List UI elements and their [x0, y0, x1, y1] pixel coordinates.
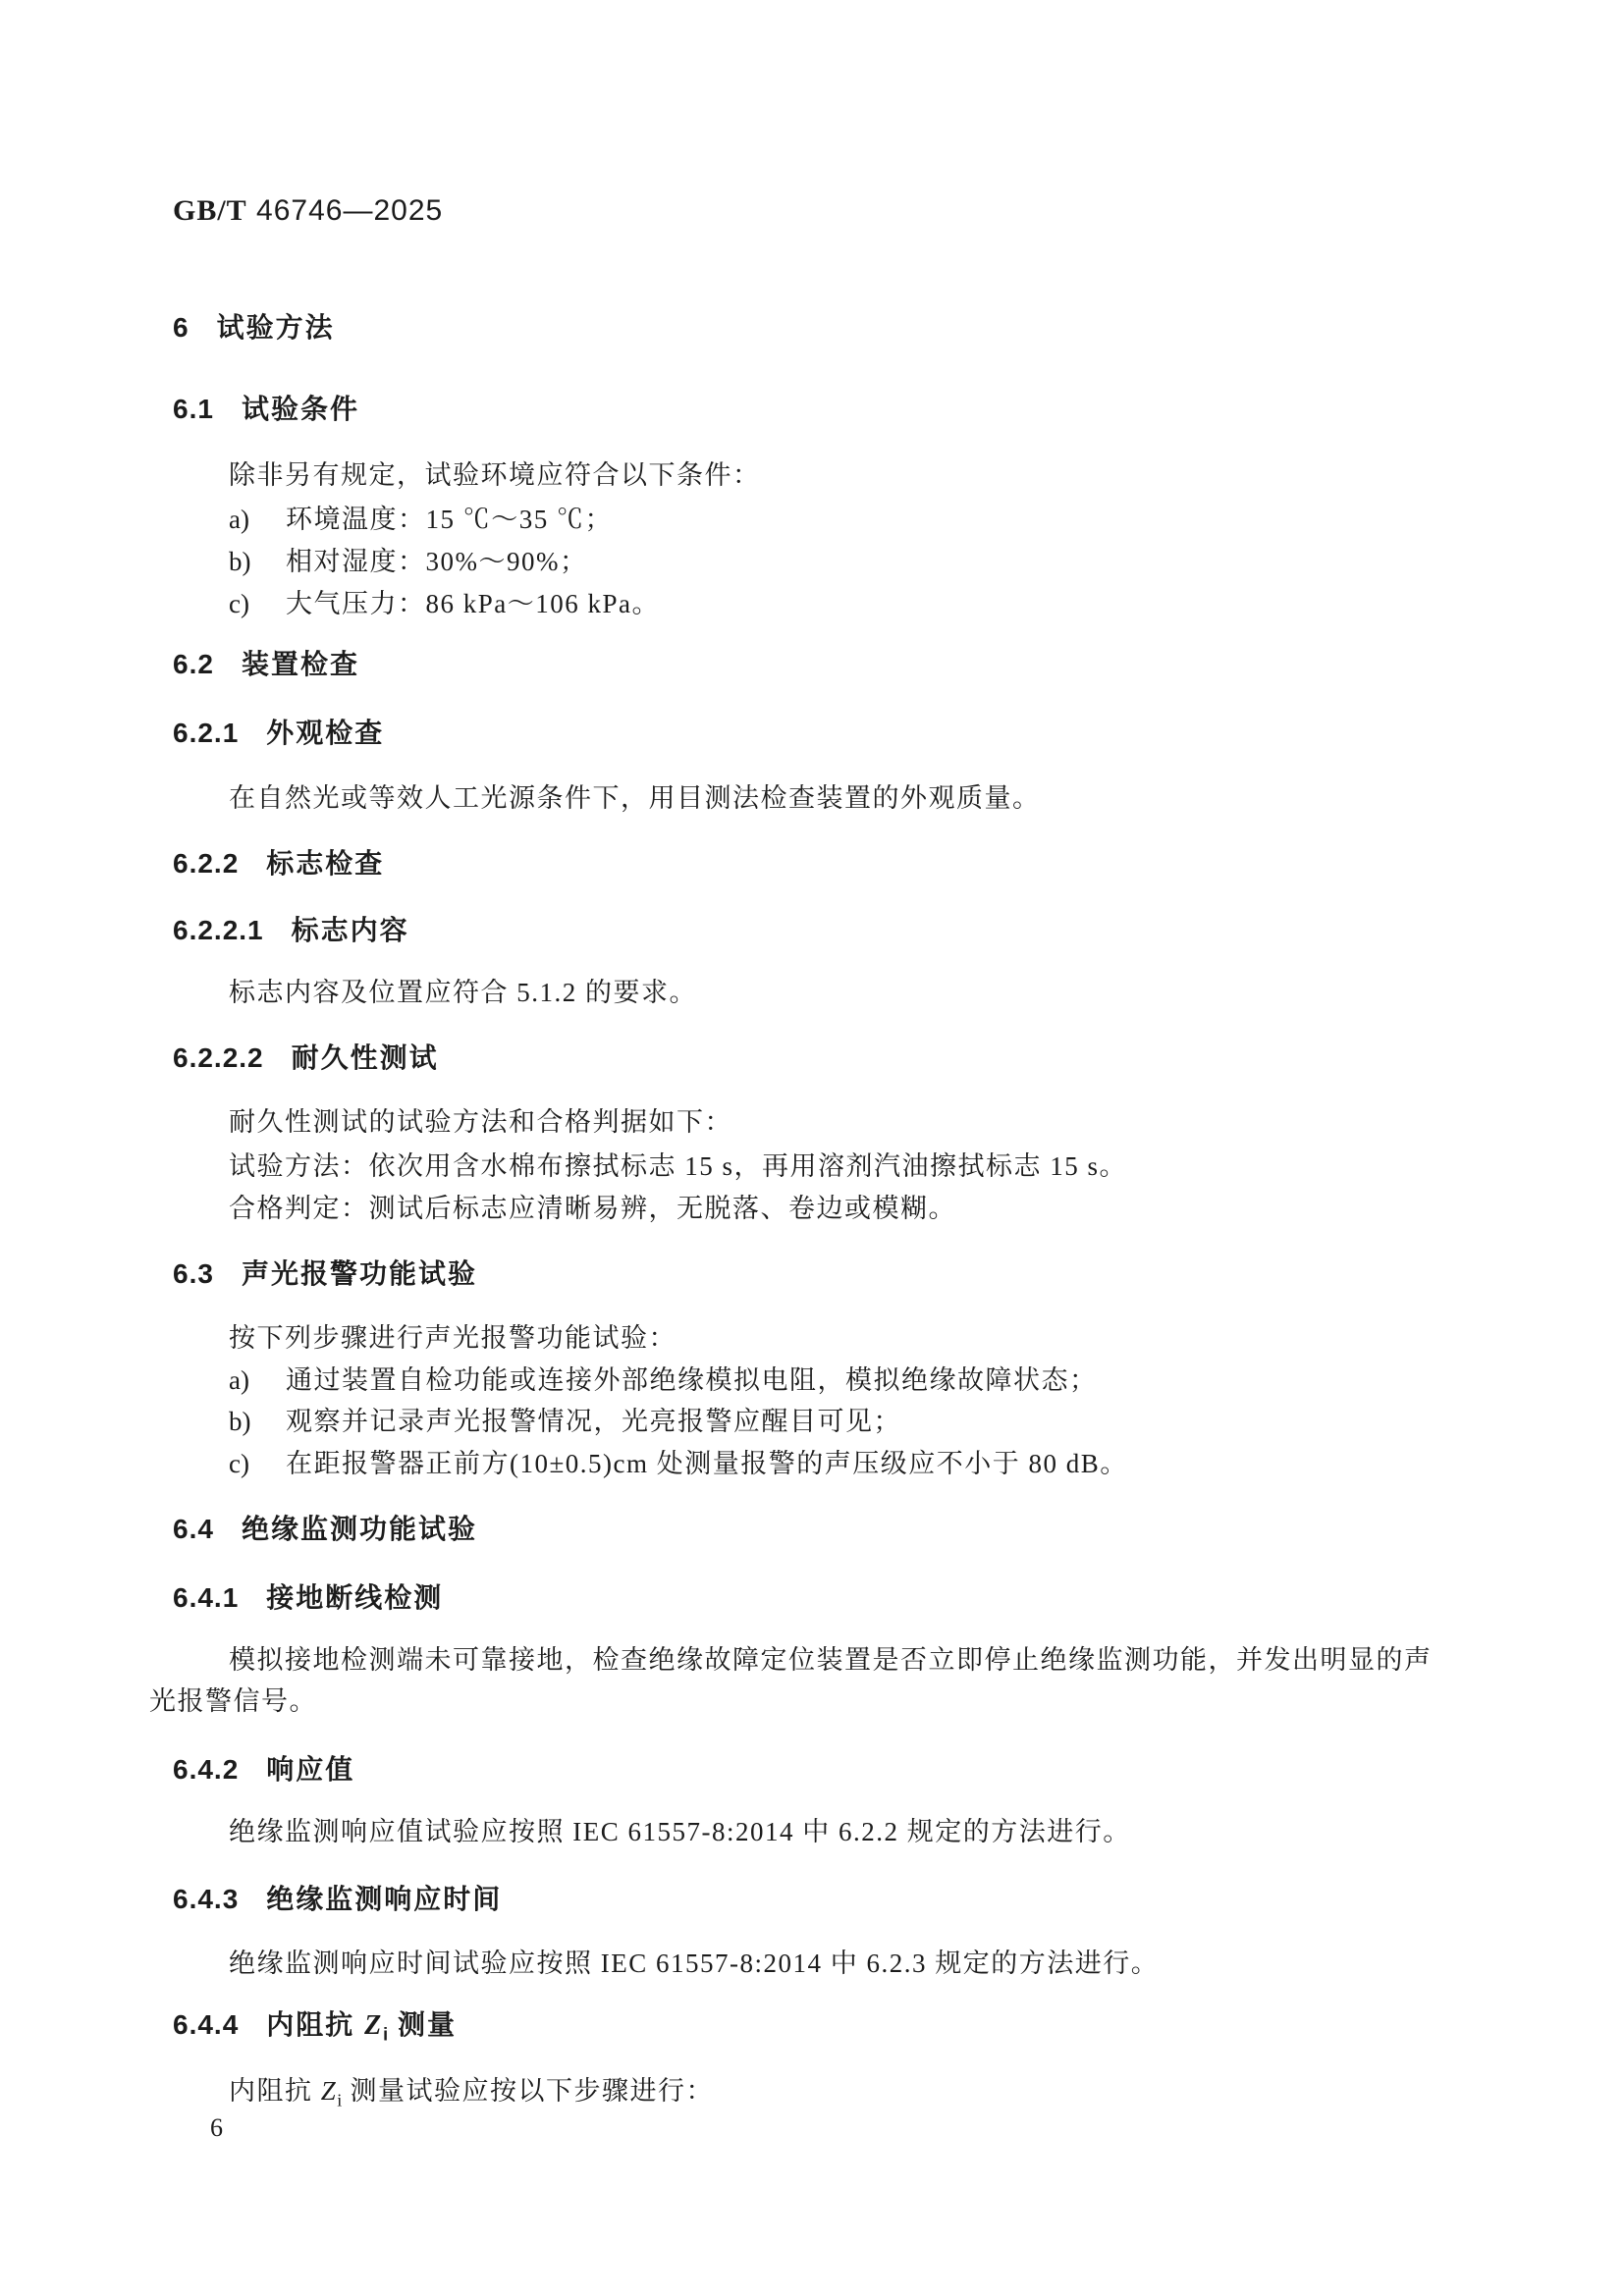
- paragraph-6-2-2-1: 标志内容及位置应符合 5.1.2 的要求。: [229, 978, 697, 1007]
- heading-6-1-number: 6.1: [173, 394, 214, 424]
- heading-6-2-2-2: [173, 1041, 439, 1075]
- page-number: 6: [210, 2113, 225, 2142]
- list-marker: c): [229, 589, 249, 618]
- heading-6-4-4-title-suffix: 测量: [388, 2009, 457, 2040]
- list-item-6-1-a: [229, 504, 613, 537]
- heading-6-2-2-1: [173, 913, 409, 947]
- heading-6-4: [173, 1512, 477, 1546]
- heading-6-2-2-number: 6.2.2: [173, 848, 240, 879]
- heading-6-4-2-title: 响应值: [266, 1754, 355, 1785]
- heading-6-number: 6: [173, 312, 189, 343]
- heading-6-4-title: 绝缘监测功能试验: [241, 1514, 477, 1544]
- heading-6-4-number: 6.4: [173, 1514, 214, 1544]
- heading-6-4-2: [173, 1752, 354, 1787]
- paragraph-6-4-4: [229, 2075, 714, 2111]
- doc-number-value: 46746—2025: [246, 194, 444, 227]
- heading-6-2-2-title: 标志检查: [266, 848, 385, 879]
- heading-6-title: 试验方法: [216, 312, 335, 343]
- heading-6-4-4-title-prefix: 内阻抗: [266, 2009, 365, 2040]
- paragraph-6-2-2-2-line1: 耐久性测试的试验方法和合格判据如下：: [229, 1107, 732, 1137]
- impedance-symbol-subscript: i: [337, 2090, 343, 2110]
- doc-number: [173, 192, 443, 230]
- heading-6: [173, 310, 335, 345]
- list-marker: c): [229, 1449, 249, 1478]
- heading-6-2-2: [173, 846, 384, 881]
- heading-6-4-4: [173, 2007, 457, 2046]
- list-marker: b): [229, 1407, 251, 1436]
- heading-6-2-1-number: 6.2.1: [173, 718, 240, 748]
- list-item-6-3-a: [229, 1364, 1098, 1398]
- impedance-symbol: Z: [364, 2010, 384, 2041]
- doc-number-prefix: GB/T: [173, 194, 247, 227]
- list-text: 在距报警器正前方(10±0.5)cm 处测量报警的声压级应不小于 80 dB。: [286, 1449, 1128, 1478]
- list-marker: b): [229, 547, 251, 576]
- heading-6-4-1: [173, 1580, 443, 1615]
- paragraph-6-3-intro: 按下列步骤进行声光报警功能试验：: [229, 1323, 677, 1353]
- paragraph-6-2-2-2-line3: 合格判定：测试后标志应清晰易辨，无脱落、卷边或模糊。: [229, 1194, 956, 1223]
- heading-6-4-3-number: 6.4.3: [173, 1884, 240, 1914]
- heading-6-3-number: 6.3: [173, 1258, 214, 1289]
- heading-6-1: [173, 392, 359, 426]
- heading-6-2-number: 6.2: [173, 649, 214, 679]
- heading-6-3: [173, 1256, 477, 1291]
- heading-6-2-title: 装置检查: [241, 649, 359, 679]
- paragraph-6-4-4-suffix: 测量试验应按以下步骤进行：: [342, 2076, 715, 2106]
- heading-6-2-2-2-title: 耐久性测试: [291, 1042, 439, 1073]
- heading-6-4-4-number: 6.4.4: [173, 2009, 240, 2040]
- heading-6-4-3-title: 绝缘监测响应时间: [266, 1884, 503, 1914]
- paragraph-6-4-1-line1: 模拟接地检测端未可靠接地，检查绝缘故障定位装置是否立即停止绝缘监测功能，并发出明显的声: [229, 1645, 1433, 1675]
- list-item-6-3-c: [229, 1448, 1128, 1481]
- heading-6-3-title: 声光报警功能试验: [241, 1258, 477, 1289]
- list-marker: a): [229, 505, 249, 534]
- paragraph-6-4-4-prefix: 内阻抗: [229, 2076, 321, 2106]
- list-text: 相对湿度：30%～90%；: [286, 547, 588, 576]
- heading-6-2-1: [173, 716, 384, 750]
- heading-6-4-3: [173, 1882, 502, 1916]
- list-item-6-1-c: [229, 588, 660, 621]
- heading-6-1-title: 试验条件: [241, 394, 359, 424]
- heading-6-2-2-1-title: 标志内容: [291, 915, 409, 945]
- list-text: 观察并记录声光报警情况，光亮报警应醒目可见；: [286, 1407, 901, 1436]
- heading-6-4-2-number: 6.4.2: [173, 1754, 240, 1785]
- list-item-6-3-b: [229, 1406, 901, 1439]
- heading-6-4-1-title: 接地断线检测: [266, 1582, 444, 1613]
- list-text: 环境温度：15 ℃～35 ℃；: [286, 505, 613, 534]
- paragraph-6-4-3: 绝缘监测响应时间试验应按照 IEC 61557-8:2014 中 6.2.3 规定的方法进行。: [229, 1949, 1160, 1978]
- heading-6-4-1-number: 6.4.1: [173, 1582, 240, 1613]
- heading-6-2: [173, 647, 359, 681]
- paragraph-6-2-2-2-line2: 试验方法：依次用含水棉布擦拭标志 15 s，再用溶剂汽油擦拭标志 15 s。: [229, 1151, 1128, 1181]
- list-marker: a): [229, 1365, 249, 1395]
- paragraph-6-2-1: 在自然光或等效人工光源条件下，用目测法检查装置的外观质量。: [229, 783, 1041, 813]
- heading-6-2-2-2-number: 6.2.2.2: [173, 1042, 264, 1073]
- impedance-symbol-subscript: i: [383, 2024, 389, 2045]
- paragraph-6-4-1-line2: 光报警信号。: [149, 1686, 317, 1716]
- paragraph-6-1-intro: 除非另有规定，试验环境应符合以下条件：: [229, 460, 761, 490]
- list-text: 通过装置自检功能或连接外部绝缘模拟电阻，模拟绝缘故障状态；: [286, 1365, 1098, 1395]
- list-text: 大气压力：86 kPa～106 kPa。: [286, 589, 660, 618]
- paragraph-6-4-2: 绝缘监测响应值试验应按照 IEC 61557-8:2014 中 6.2.2 规定的方法进行。: [229, 1817, 1131, 1846]
- impedance-symbol: Z: [320, 2076, 338, 2106]
- heading-6-2-1-title: 外观检查: [266, 718, 385, 748]
- list-item-6-1-b: [229, 546, 587, 579]
- heading-6-2-2-1-number: 6.2.2.1: [173, 915, 264, 945]
